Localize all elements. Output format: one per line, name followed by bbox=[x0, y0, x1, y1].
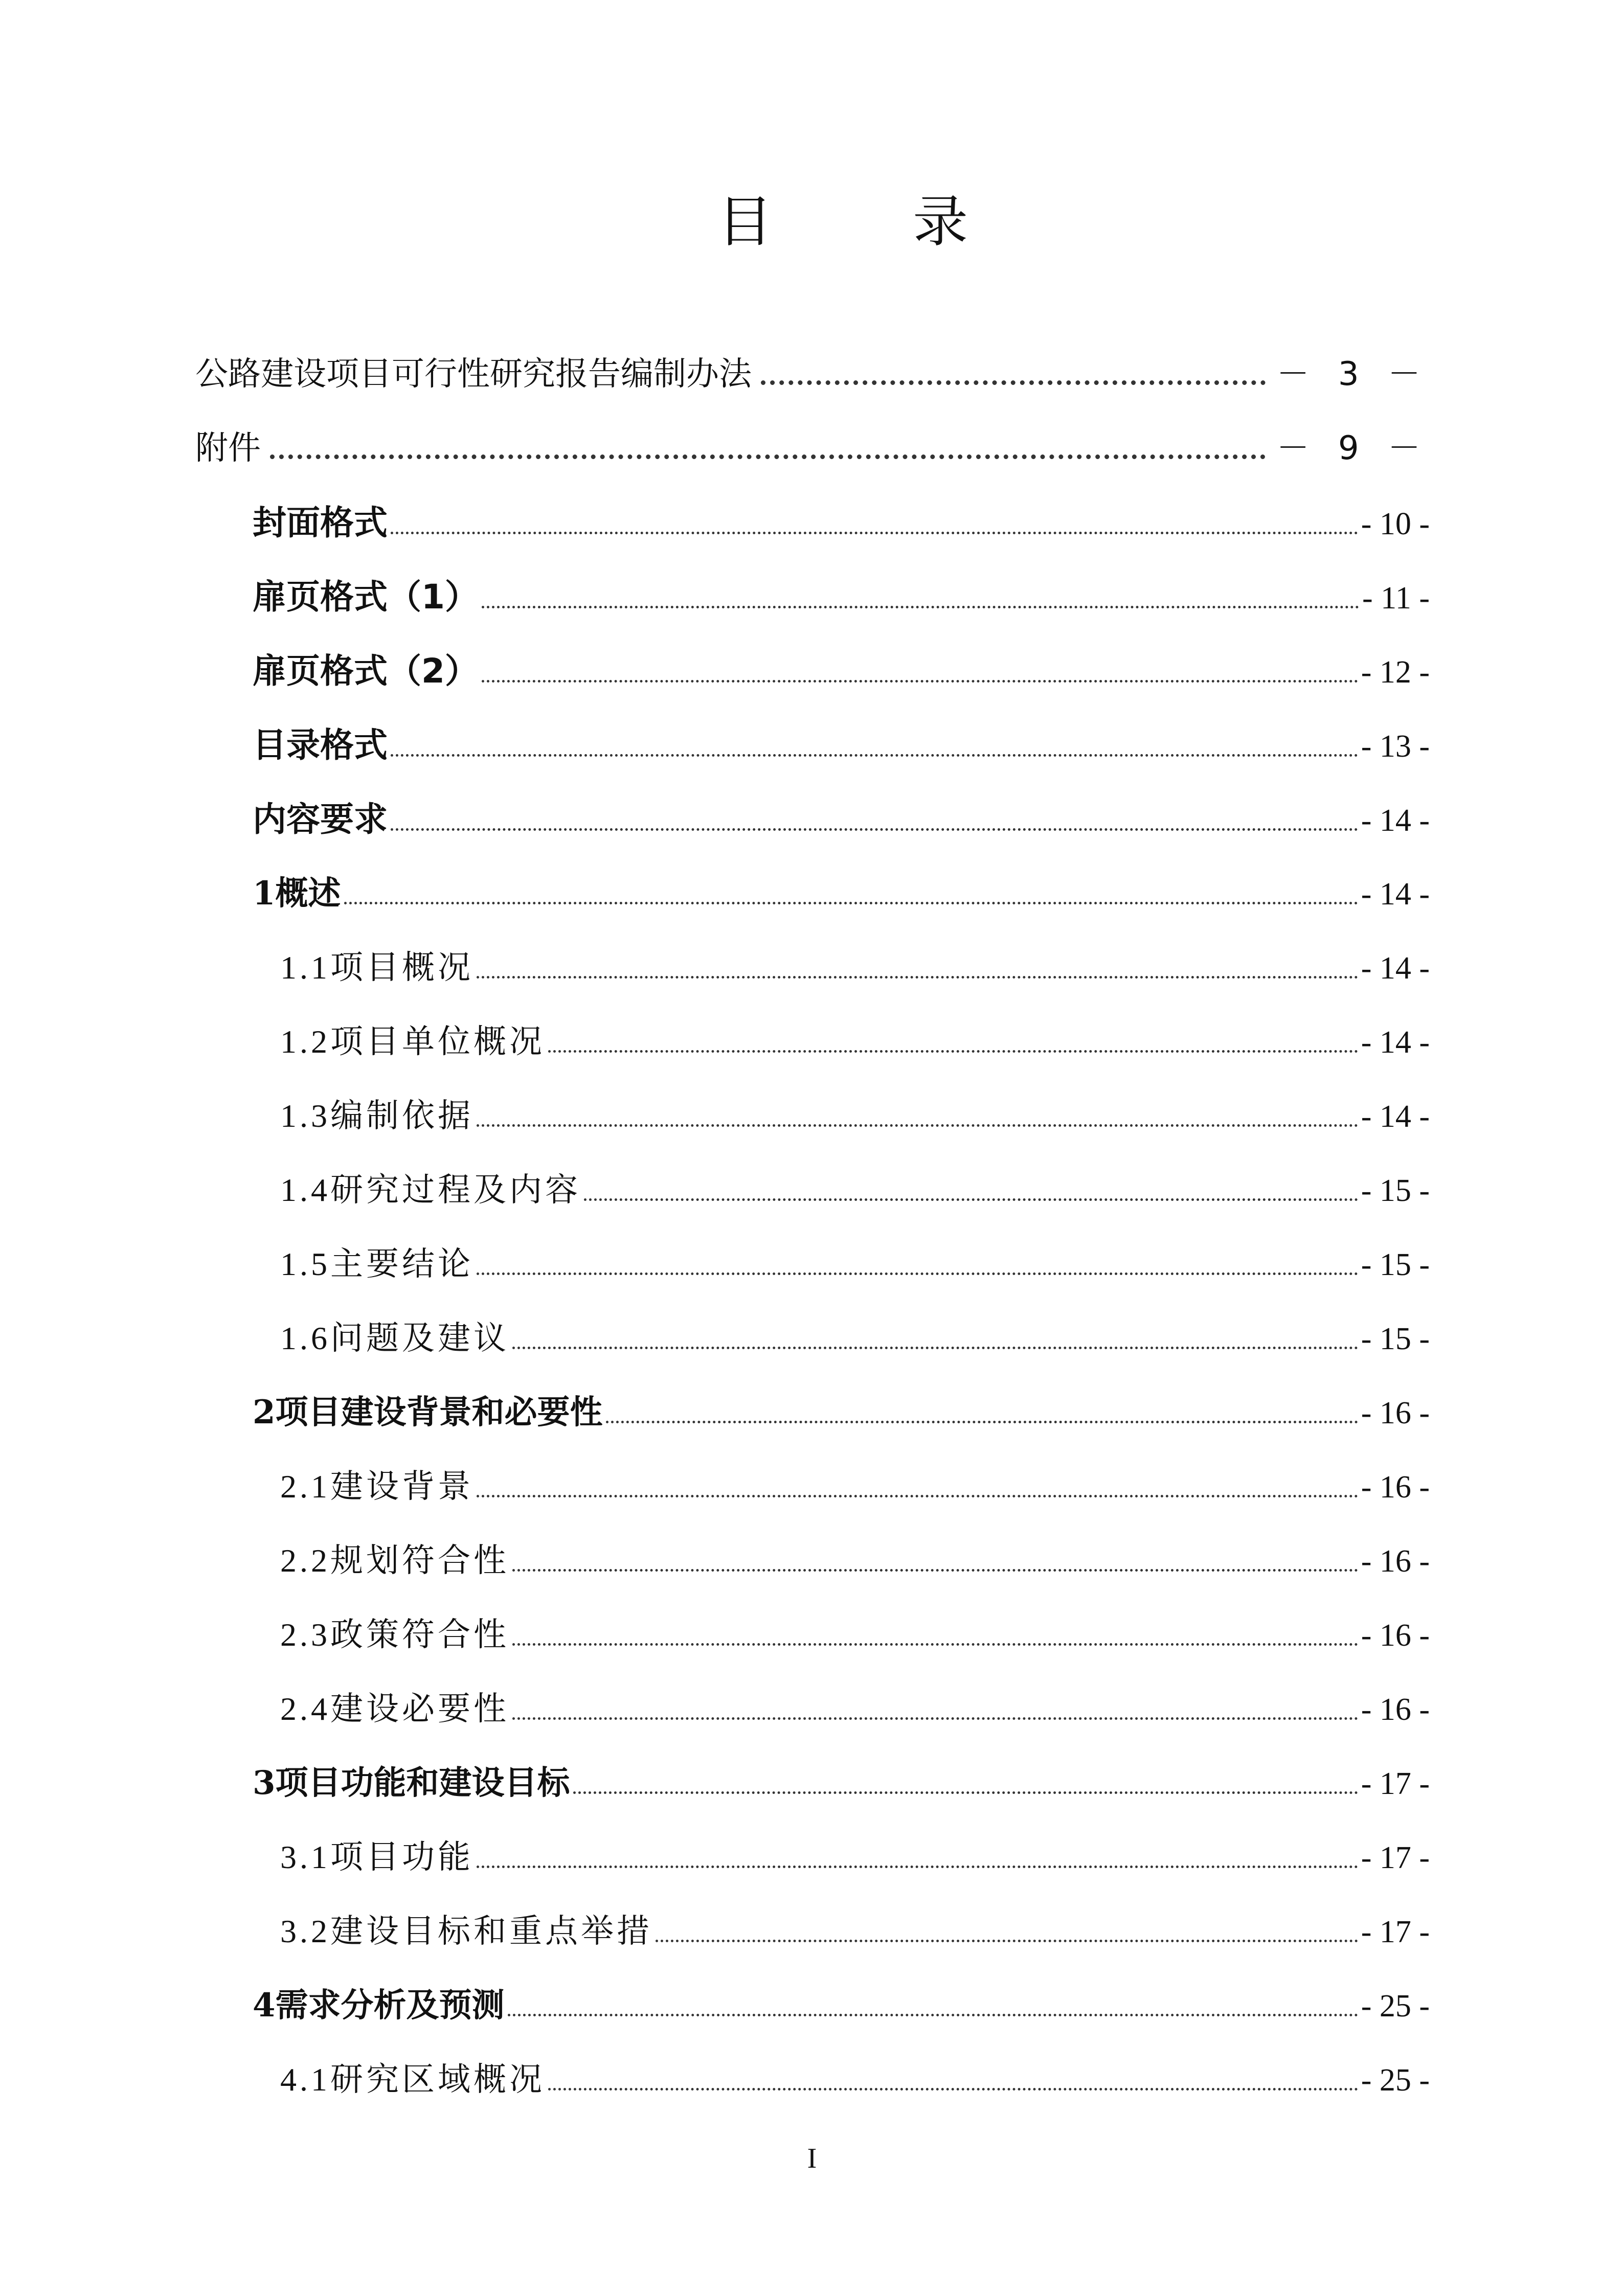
toc-dot-leader bbox=[584, 1198, 1358, 1201]
toc-entry-label: 附件 bbox=[195, 429, 261, 467]
toc-dot-leader bbox=[761, 380, 1266, 385]
toc-entry-label: 4需求分析及预测 bbox=[253, 1986, 505, 2025]
toc-entry-page-number: - 25 - bbox=[1361, 2063, 1430, 2098]
toc-dot-leader bbox=[548, 2087, 1358, 2090]
toc-entry-label: 2项目建设背景和必要性 bbox=[253, 1393, 603, 1431]
toc-entry-label: 2.2规划符合性 bbox=[280, 1542, 509, 1579]
toc-entry-page-number: - 14 - bbox=[1361, 1099, 1430, 1134]
toc-entry-label: 4.1研究区域概况 bbox=[280, 2061, 545, 2098]
toc-dot-leader bbox=[477, 975, 1358, 979]
page-title: 目 录 bbox=[717, 190, 1030, 254]
toc-entry[interactable] bbox=[195, 486, 1430, 560]
toc-entry[interactable] bbox=[195, 856, 1430, 930]
toc-dot-leader bbox=[656, 1939, 1358, 1942]
toc-entry-label: 2.1建设背景 bbox=[280, 1468, 473, 1505]
toc-entry-page-number: - 17 - bbox=[1361, 1915, 1430, 1949]
toc-dot-leader bbox=[482, 605, 1359, 608]
toc-entry-label: 内容要求 bbox=[253, 800, 388, 839]
toc-entry[interactable] bbox=[195, 782, 1430, 856]
toc-dot-leader bbox=[512, 1643, 1358, 1646]
toc-entry-label: 扉页格式（2） bbox=[253, 651, 479, 691]
toc-entry-page-number: - 16 - bbox=[1361, 1692, 1430, 1727]
toc-entry-page-number: - 16 - bbox=[1361, 1470, 1430, 1505]
toc-entry-label: 1.5主要结论 bbox=[280, 1246, 473, 1282]
toc-dot-leader bbox=[573, 1791, 1358, 1794]
toc-entry-page-number: - 14 - bbox=[1361, 877, 1430, 912]
toc-entry[interactable] bbox=[195, 1153, 1430, 1227]
toc-dot-leader bbox=[391, 828, 1358, 831]
toc-entry[interactable] bbox=[195, 1079, 1430, 1153]
toc-entry-page-number: - 17 - bbox=[1361, 1766, 1430, 1801]
toc-entry[interactable] bbox=[195, 1746, 1430, 1820]
toc-entry[interactable] bbox=[195, 1524, 1430, 1598]
toc-entry-page-number: - 14 - bbox=[1361, 951, 1430, 986]
toc-entry-page-number: - 15 - bbox=[1361, 1173, 1430, 1208]
toc-dot-leader bbox=[477, 1272, 1358, 1275]
toc-dot-leader bbox=[606, 1420, 1358, 1423]
toc-dot-leader bbox=[270, 454, 1266, 459]
toc-entry[interactable] bbox=[195, 930, 1430, 1005]
toc-dot-leader bbox=[508, 2013, 1358, 2016]
toc-entry-page-number: - 13 - bbox=[1361, 729, 1430, 764]
toc-dot-leader bbox=[344, 901, 1358, 904]
toc-entry[interactable] bbox=[195, 1598, 1430, 1672]
toc-entry-label: 3.1项目功能 bbox=[280, 1839, 473, 1875]
toc-entry-page-number: - 14 - bbox=[1361, 803, 1430, 838]
toc-entry[interactable] bbox=[195, 2042, 1430, 2117]
toc-entry-page-number: － 3 － bbox=[1276, 355, 1430, 393]
toc-entry-page-number: - 10 - bbox=[1361, 507, 1430, 541]
toc-entry-page-number: - 16 - bbox=[1361, 1618, 1430, 1653]
toc-entry-page-number: - 16 - bbox=[1361, 1544, 1430, 1579]
toc-entry[interactable] bbox=[195, 1449, 1430, 1524]
toc-entry-label: 扉页格式（1） bbox=[253, 577, 479, 617]
toc-dot-leader bbox=[512, 1717, 1358, 1720]
toc-entry-label: 目录格式 bbox=[253, 725, 388, 765]
toc-entry-page-number: - 15 - bbox=[1361, 1322, 1430, 1356]
footer-page-number: I bbox=[807, 2143, 817, 2174]
toc-entry[interactable] bbox=[195, 1301, 1430, 1375]
toc-dot-leader bbox=[548, 1050, 1358, 1053]
toc-entry[interactable] bbox=[195, 1375, 1430, 1449]
toc-dot-leader bbox=[477, 1124, 1358, 1127]
toc-entry-page-number: － 9 － bbox=[1276, 429, 1430, 467]
toc-dot-leader bbox=[477, 1494, 1358, 1497]
toc-dot-leader bbox=[391, 754, 1358, 757]
toc-entry-label: 2.3政策符合性 bbox=[280, 1617, 509, 1653]
toc-entry[interactable] bbox=[195, 1820, 1430, 1894]
toc-entry-label: 1.6问题及建议 bbox=[280, 1320, 509, 1356]
toc-entry-page-number: - 12 - bbox=[1361, 655, 1430, 690]
toc-entry-page-number: - 16 - bbox=[1361, 1396, 1430, 1430]
toc-entry-label: 公路建设项目可行性研究报告编制办法 bbox=[195, 355, 752, 393]
toc-entry[interactable] bbox=[195, 337, 1430, 412]
toc-entry[interactable] bbox=[195, 1894, 1430, 1968]
toc-entry[interactable] bbox=[195, 1005, 1430, 1079]
toc-dot-leader bbox=[512, 1346, 1358, 1349]
toc-entry[interactable] bbox=[195, 1672, 1430, 1746]
toc-entry-label: 3.2建设目标和重点举措 bbox=[280, 1913, 652, 1949]
toc-entry[interactable] bbox=[195, 634, 1430, 708]
toc-entry-page-number: - 17 - bbox=[1361, 1840, 1430, 1875]
toc-entry[interactable] bbox=[195, 708, 1430, 782]
toc-entry-page-number: - 14 - bbox=[1361, 1025, 1430, 1060]
toc-entry-label: 1概述 bbox=[253, 874, 341, 913]
toc-entry[interactable] bbox=[195, 1227, 1430, 1301]
toc-dot-leader bbox=[482, 679, 1358, 683]
toc-entry-page-number: - 15 - bbox=[1361, 1247, 1430, 1282]
toc-entry-label: 1.2项目单位概况 bbox=[280, 1024, 545, 1060]
toc-dot-leader bbox=[512, 1568, 1358, 1572]
toc-entry-label: 2.4建设必要性 bbox=[280, 1691, 509, 1727]
table-of-contents bbox=[195, 337, 1430, 2117]
toc-entry-label: 1.4研究过程及内容 bbox=[280, 1172, 581, 1208]
toc-entry[interactable] bbox=[195, 560, 1430, 634]
toc-entry-label: 3项目功能和建设目标 bbox=[253, 1764, 570, 1802]
toc-dot-leader bbox=[391, 531, 1358, 534]
toc-entry-label: 封面格式 bbox=[253, 503, 388, 542]
toc-entry-page-number: - 11 - bbox=[1362, 581, 1430, 616]
toc-entry-label: 1.1项目概况 bbox=[280, 949, 473, 986]
toc-entry[interactable] bbox=[195, 412, 1430, 486]
toc-entry-page-number: - 25 - bbox=[1361, 1989, 1430, 2024]
toc-entry[interactable] bbox=[195, 1968, 1430, 2042]
toc-dot-leader bbox=[477, 1865, 1358, 1868]
toc-entry-label: 1.3编制依据 bbox=[280, 1098, 473, 1134]
